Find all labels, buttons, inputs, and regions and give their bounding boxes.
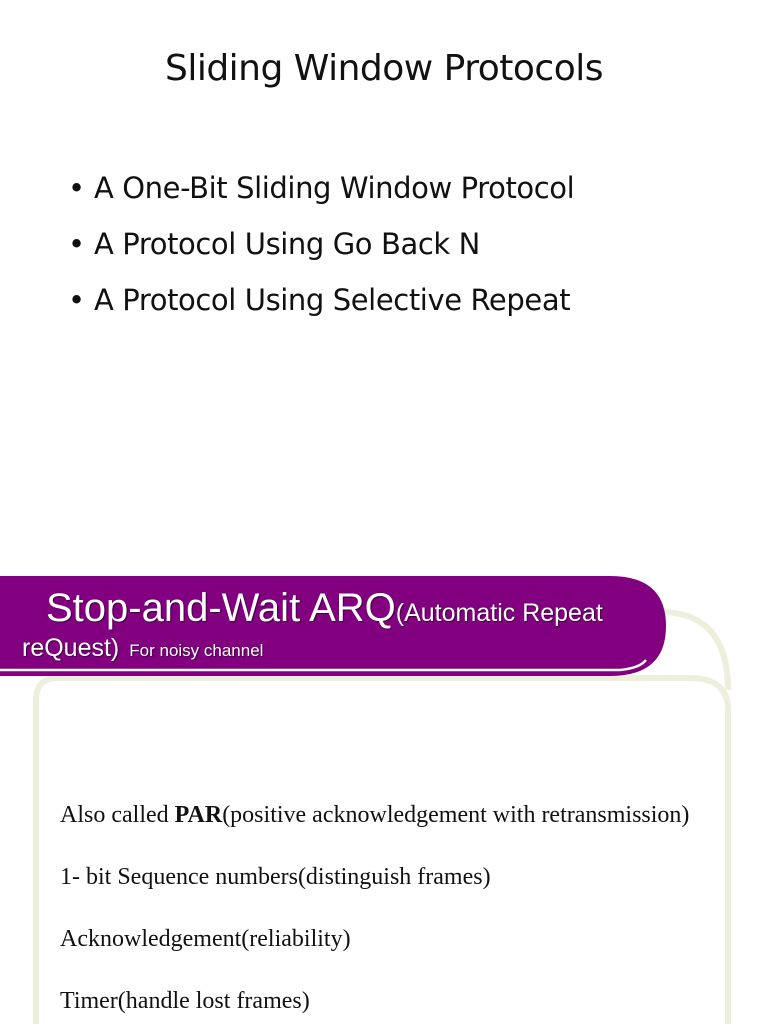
banner-main-title: Stop-and-Wait ARQ [46,586,396,630]
body-line [60,924,760,986]
bullet-item [68,216,574,272]
bullet-icon: • [68,227,85,261]
bullet-text: A Protocol Using Go Back N [94,227,480,261]
body-line [60,800,760,862]
banner-subtitle-end: reQuest) [22,634,120,662]
bullet-icon: • [68,171,85,205]
slide-stop-and-wait [0,560,768,1024]
bullet-text: A Protocol Using Selective Repeat [94,283,571,317]
bullet-item [68,272,574,328]
bullet-icon: • [68,283,85,317]
body-line-text: Acknowledgement(reliability) [60,926,351,952]
banner-subtitle: (Automatic Repeat [395,599,603,627]
bullet-list [68,160,574,328]
body-line [60,862,760,924]
body-line-text: 1- bit Sequence numbers(distinguish frames) [60,864,491,890]
banner-line-1 [46,586,603,631]
slide-title: Sliding Window Protocols [164,48,604,89]
bullet-text: A One-Bit Sliding Window Protocol [94,171,575,205]
body-line [60,986,760,1024]
body-line-bold: PAR [174,802,223,828]
body-line-text: Also called [60,802,175,828]
body-line-text: Timer(handle lost frames) [60,988,310,1014]
banner-note: For noisy channel [129,641,264,660]
body-text [60,800,760,1024]
bullet-item [68,160,574,216]
body-line-suffix: (positive acknowledgement with retransmission) [222,802,690,828]
banner-line-2 [22,634,263,663]
